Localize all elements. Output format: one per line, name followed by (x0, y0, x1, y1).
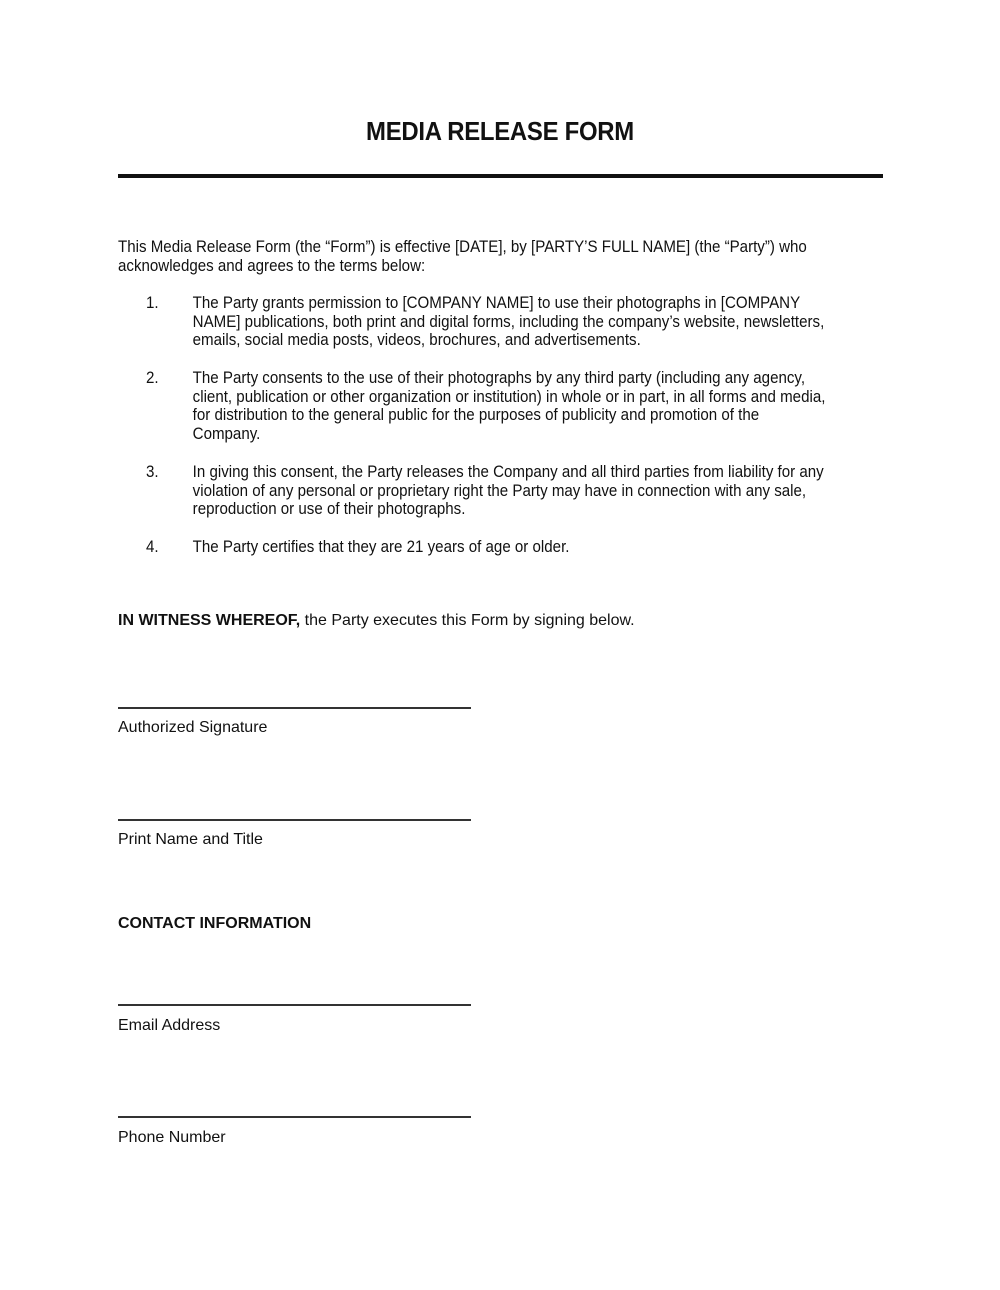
email-address-line[interactable] (118, 1004, 471, 1006)
witness-bold-lead: IN WITNESS WHEREOF, (118, 612, 301, 629)
signature-line[interactable] (118, 707, 471, 709)
clause-text: The Party grants permission to [COMPANY NAME] to use their photographs in [COMPANY NAME] publications, both print and digital forms, including the company’s website, newsletters, emails, social media posts, videos, brochures, and advertisements. (192, 294, 825, 350)
witness-text: the Party executes this Form by signing below. (300, 612, 635, 629)
authorized-signature-label: Authorized Signature (118, 719, 268, 736)
intro-paragraph: This Media Release Form (the “Form”) is effective [DATE], by [PARTY’S FULL NAME] (the “Party”) who acknowledges and agrees to the terms below: (118, 238, 807, 275)
contact-information-heading: CONTACT INFORMATION (118, 915, 312, 932)
clause-text: The Party consents to the use of their photographs by any third party (including any agency, client, publication or other organization or institution) in whole or in part, in all forms and media, for distribution to the general public for the purposes of publicity and promotion of the Company. (192, 369, 826, 444)
page-title: MEDIA RELEASE FORM (366, 116, 634, 146)
witness-statement (118, 612, 635, 630)
phone-number-line[interactable] (118, 1116, 471, 1118)
clause-number: 2. (146, 369, 159, 387)
clause-number: 3. (146, 463, 159, 481)
clause-number: 1. (146, 294, 159, 312)
clause-number: 4. (146, 538, 159, 556)
email-address-label: Email Address (118, 1017, 221, 1034)
clause-text: The Party certifies that they are 21 years of age or older. (192, 538, 570, 556)
clause-text: In giving this consent, the Party releases the Company and all third parties from liability for any violation of any personal or proprietary right the Party may have in connection with any sale, reproduction or use of their photographs. (192, 463, 824, 519)
title-divider (118, 174, 883, 178)
phone-number-label: Phone Number (118, 1129, 226, 1146)
print-name-title-label: Print Name and Title (118, 831, 263, 848)
print-name-line[interactable] (118, 819, 471, 821)
